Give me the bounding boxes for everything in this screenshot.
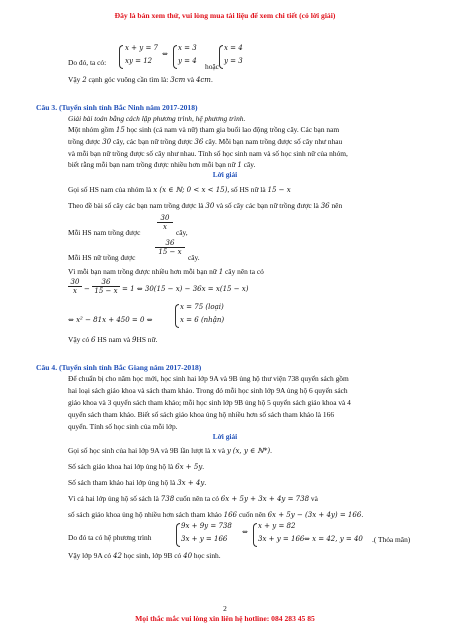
eq1-frac1: $\frac{30}{x}$ bbox=[68, 278, 82, 295]
equiv-arrow: ⇔ bbox=[162, 50, 168, 58]
cau3-g3-text: Mỗi HS nam trồng được bbox=[68, 228, 141, 237]
sys3-eq2: y = 3 bbox=[224, 57, 243, 65]
sys1-eq1: x + y = 7 bbox=[125, 44, 158, 52]
hotline-footer: Mọi thắc mắc vui lòng xin liên hệ hotline: 084 283 45 85 bbox=[135, 614, 315, 623]
cau4-g4: Vì cả hai lớp ủng hộ số sách là 738 cuốn nên ta có 6x + 5y + 3x + 4y = 738 và bbox=[68, 494, 318, 503]
system-brace bbox=[253, 523, 257, 547]
page-number: 2 bbox=[223, 604, 227, 613]
cau4-p1: Để chuẩn bị cho năm học mới, học sinh hai lớp 9A và 9B ủng hộ thư viện 738 quyển sách gồm bbox=[68, 374, 349, 383]
fraction-36-15x: $\frac{36}{15 - x}$ bbox=[155, 239, 185, 256]
cau3-g2: Theo đề bài số cây các bạn nam trồng được là 30 và số cây các bạn nữ trồng được là 36 nên bbox=[68, 201, 343, 210]
cau3-subtitle: Giải bài toán bằng cách lập phương trình, hệ phương trình. bbox=[68, 114, 246, 123]
cau4-g6-text: Do đó ta có hệ phương trình bbox=[68, 533, 152, 542]
cau4-p3: giáo khoa và 3 quyển sách tham khảo; mỗi học sinh lớp 9B ủng hộ 5 quyển sách giáo khoa và 4 bbox=[68, 398, 351, 407]
system-brace bbox=[219, 45, 223, 69]
eq2-case1: x = 75 (loại) bbox=[180, 303, 224, 311]
cau4-g1: Gọi số học sinh của hai lớp 9A và 9B lần lượt là x và y (x, y ∈ ℕ*). bbox=[68, 446, 272, 455]
cau4-sys1-eq1: 9x + 9y = 738 bbox=[181, 522, 232, 530]
sys2-eq1: x = 3 bbox=[178, 44, 197, 52]
cau3-ketluan: Vậy có 6 HS nam và 9HS nữ. bbox=[68, 335, 158, 344]
cau3-g1: Gọi số HS nam của nhóm là x (x ∈ ℕ; 0 < x < 15), số HS nữ là 15 − x bbox=[68, 185, 291, 194]
sys2-eq2: y = 4 bbox=[178, 57, 197, 65]
equiv-arrow: ⇔ bbox=[242, 528, 248, 536]
system-brace bbox=[176, 523, 180, 547]
minus-sign: − bbox=[84, 285, 90, 293]
cau3-p2: trồng được 30 cây, các bạn nữ trồng được 36 cây. Mỗi bạn nam trồng được số cây như nhau bbox=[68, 137, 343, 146]
case-brace bbox=[175, 304, 179, 328]
fraction-30-x: $\frac{30}{x}$ bbox=[157, 214, 173, 231]
eq2-case2: x = 6 (nhận) bbox=[180, 316, 225, 324]
cau4-loigiai: Lời giải bbox=[212, 432, 238, 441]
cau4-p2: hai loại sách giáo khoa và sách tham khảo. Trong đó mỗi học sinh lớp 9A ủng hộ 6 quyển sách bbox=[68, 386, 348, 395]
sys3-eq1: x = 4 bbox=[224, 44, 243, 52]
sys1-eq2: xy = 12 bbox=[125, 57, 153, 65]
vay-line: Vậy 2 cạnh góc vuông cần tìm là: 3cm và 4cm. bbox=[68, 75, 213, 84]
cau3-g4-end: cây. bbox=[188, 253, 200, 262]
hoac-text: hoặc bbox=[205, 62, 219, 71]
cau4-p4: quyển sách tham khảo. Biết số sách giáo khoa ủng hộ nhiều hơn số sách tham khảo là 166 bbox=[68, 410, 335, 419]
system-brace bbox=[173, 45, 177, 69]
cau3-g5: Vì mỗi bạn nam trồng được nhiều hơn mỗi bạn nữ 1 cây nên ta có bbox=[68, 267, 264, 276]
eq2-text: ⇔ x² − 81x + 450 = 0 ⇔ bbox=[68, 316, 153, 324]
cau4-sys2-eq1: x + y = 82 bbox=[258, 522, 296, 530]
preview-notice: Đây là bản xem thử, vui lòng mua tài liệu để xem chi tiết (có lời giải) bbox=[114, 11, 336, 20]
cau4-sys2-eq2: 3x + y = 166 bbox=[258, 535, 305, 543]
cau4-g2: Số sách giáo khoa hai lớp ủng hộ là 6x + 5y. bbox=[68, 462, 205, 471]
eq1-frac2: $\frac{36}{15 - x}$ bbox=[92, 278, 120, 295]
system-brace bbox=[119, 45, 123, 69]
cau4-g5: số sách giáo khoa ủng hộ nhiều hơn sách tham khảo 166 cuốn nên 6x + 5y − (3x + 4y) = 166. bbox=[68, 510, 364, 519]
cau4-g3: Số sách tham khảo hai lớp ủng hộ là 3x + 4y. bbox=[68, 478, 207, 487]
cau4-ketluan: Vậy lớp 9A có 42 học sinh, lớp 9B có 40 học sinh. bbox=[68, 551, 221, 560]
cau4-sys1-eq2: 3x + y = 166 bbox=[181, 535, 228, 543]
do-do-text: Do đó, ta có: bbox=[68, 58, 107, 67]
cau4-title: Câu 4. (Tuyển sinh tỉnh Bắc Giang năm 2017-2018) bbox=[36, 363, 202, 372]
eq1-rest: = 1 ⇔ 30(15 − x) − 36x = x(15 − x) bbox=[122, 285, 249, 293]
cau4-solution: ⇔ x = 42, y = 40 bbox=[304, 535, 363, 543]
cau3-p4: biết rằng mỗi bạn nam trồng được nhiều hơn mỗi bạn nữ 1 cây. bbox=[68, 160, 256, 169]
cau3-g4-text: Mỗi HS nữ trồng được bbox=[68, 253, 136, 262]
cau3-p1: Một nhóm gồm 15 học sinh (cả nam và nữ) tham gia buổi lao động trồng cây. Các bạn nam bbox=[68, 125, 340, 134]
cau4-p5: quyển. Tính số học sinh của mỗi lớp. bbox=[68, 422, 178, 431]
cau3-g3-end: cây, bbox=[176, 228, 188, 237]
cau3-p3: và mỗi bạn nữ trồng được số cây như nhau. Tính số học sinh nam và số học sinh nữ của nhóm, bbox=[68, 149, 348, 158]
cau3-loigiai: Lời giải bbox=[212, 170, 238, 179]
cau3-title: Câu 3. (Tuyển sinh tỉnh Bắc Ninh năm 2017-2018) bbox=[36, 103, 198, 112]
cau4-thoaman: .( Thỏa mãn) bbox=[372, 535, 411, 544]
